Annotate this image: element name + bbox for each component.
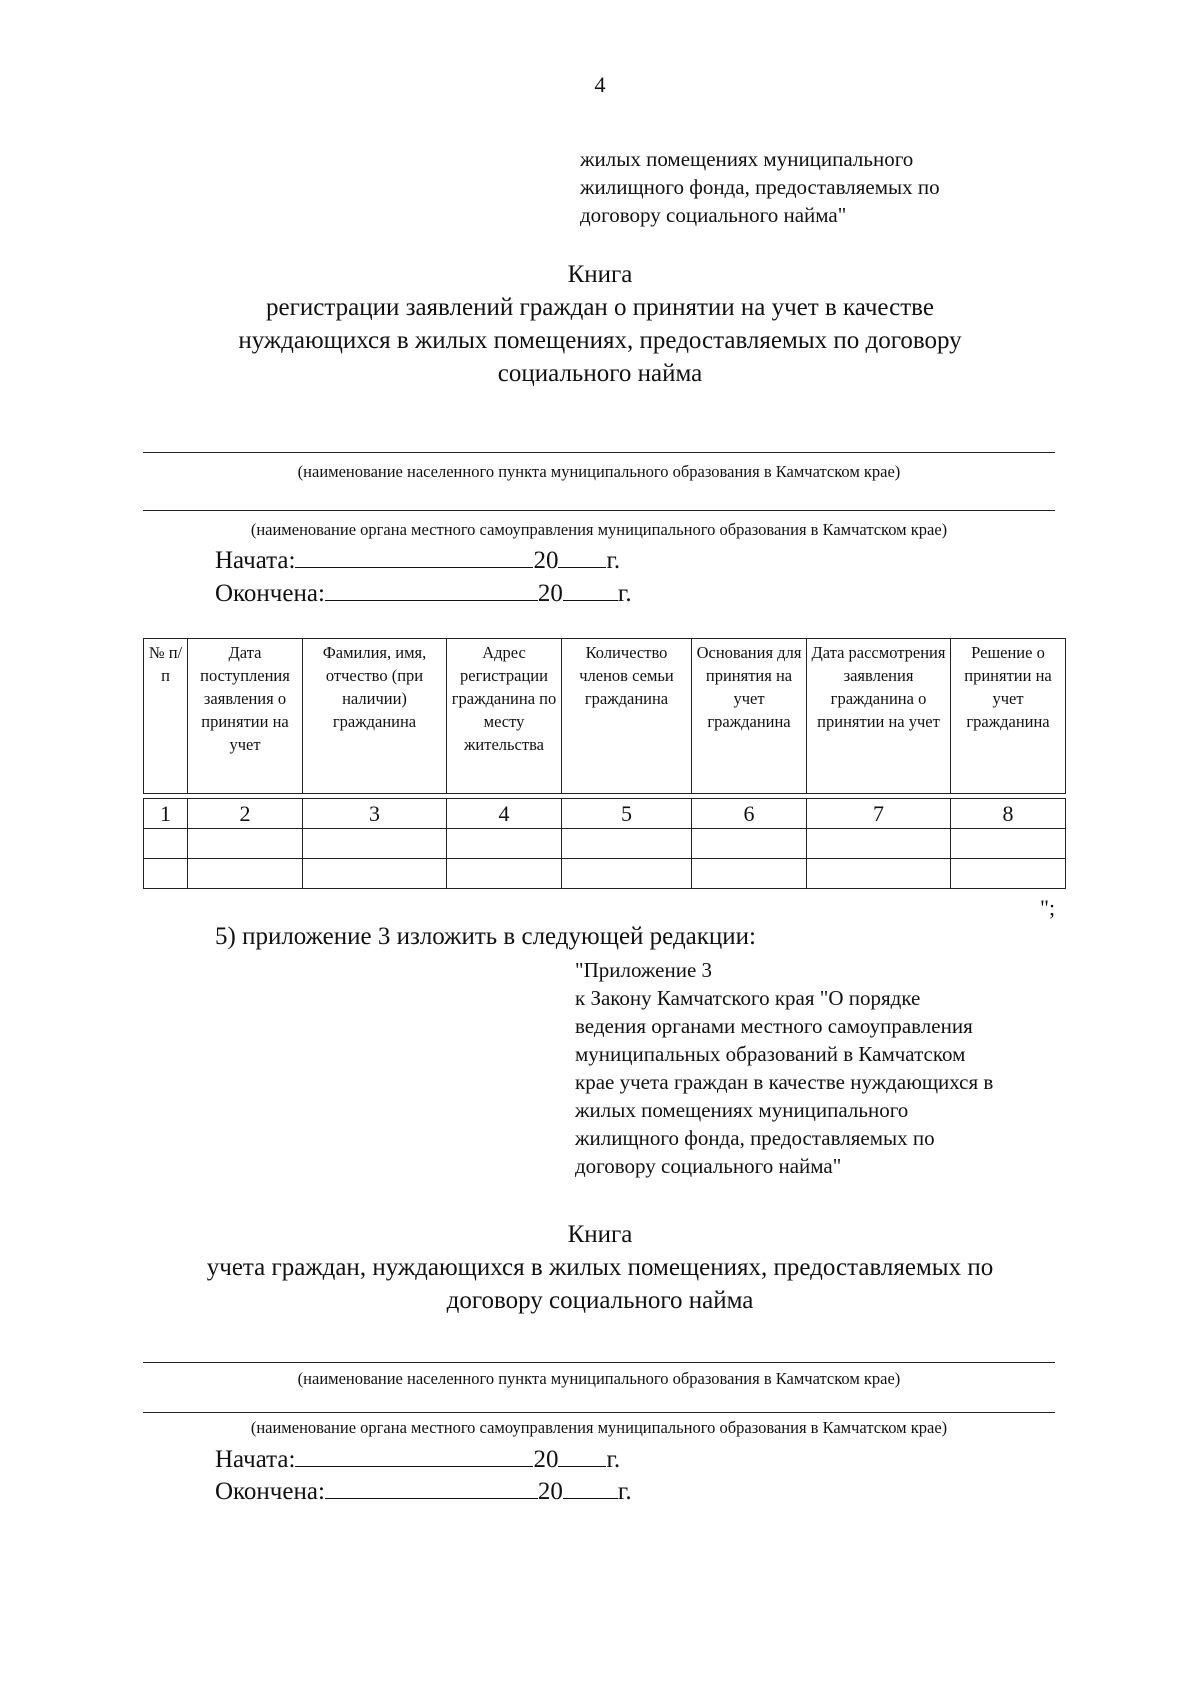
- book2-title-line: Книга: [567, 1221, 633, 1248]
- table-cell: [188, 829, 303, 859]
- started-year-blank: [558, 1444, 606, 1467]
- book2-settlement-rule: [143, 1362, 1055, 1363]
- registration-table-body: [143, 798, 1066, 889]
- column-number: 8: [951, 799, 1066, 829]
- table-cell: [951, 829, 1066, 859]
- table-cell: [562, 859, 692, 889]
- table-row: [144, 859, 1066, 889]
- table-cell: [144, 829, 188, 859]
- book2-title: [0, 1218, 1200, 1317]
- amendment-line: 5) приложение 3 изложить в следующей редакции:: [215, 923, 756, 950]
- header-cell-full-name: Фамилия, имя, отчество (при наличии) гражданина: [303, 639, 447, 794]
- started-label: Начата:: [215, 1446, 296, 1473]
- table-cell: [144, 859, 188, 889]
- table-cell: [562, 829, 692, 859]
- book2-started-line: [215, 1444, 620, 1475]
- appendix-line: договору социального найма": [575, 1154, 842, 1178]
- column-number: 4: [447, 799, 562, 829]
- appendix-line: жилищного фонда, предоставляемых по: [575, 1126, 935, 1150]
- book1-authority-rule: [143, 510, 1055, 511]
- started-date-blank: [295, 1444, 533, 1467]
- book2-authority-rule: [143, 1412, 1055, 1413]
- top-note-line: договору социального найма": [580, 203, 847, 227]
- ended-year-blank: [563, 1476, 618, 1499]
- header-cell-family-count: Количество членов семьи гражданина: [562, 639, 692, 794]
- started-date-blank: [295, 545, 533, 568]
- ended-year-blank: [563, 578, 618, 601]
- appendix-line: "Приложение 3: [575, 958, 713, 982]
- book1-authority-caption: (наименование органа местного самоуправления муниципального образования в Камчатском крае): [250, 520, 948, 539]
- book2-title-line: договору социального найма: [446, 1287, 754, 1314]
- book1-title: [0, 258, 1200, 390]
- book2-settlement-caption: (наименование населенного пункта муниципального образования в Камчатском крае): [297, 1369, 901, 1388]
- header-cell-decision: Решение о принятии на учет гражданина: [951, 639, 1066, 794]
- appendix-line: муниципальных образований в Камчатском: [575, 1042, 966, 1066]
- top-note-line: жилых помещениях муниципального: [580, 147, 914, 171]
- table-cell: [951, 859, 1066, 889]
- book2-authority-caption: (наименование органа местного самоуправления муниципального образования в Камчатском крае): [250, 1418, 948, 1437]
- table-cell: [807, 829, 951, 859]
- table-cell: [303, 829, 447, 859]
- book1-title-line: нуждающихся в жилых помещениях, предоставляемых по договору: [238, 327, 962, 354]
- appendix-line: крае учета граждан в качестве нуждающихся в: [575, 1070, 994, 1094]
- book1-ended-line: [215, 578, 632, 609]
- table-number-row: [144, 799, 1066, 829]
- book1-settlement-rule: [143, 452, 1055, 453]
- header-cell-date-received: Дата поступления заявления о принятии на учет: [188, 639, 303, 794]
- table-cell: [447, 829, 562, 859]
- header-cell-address: Адрес регистрации гражданина по месту жительства: [447, 639, 562, 794]
- table-cell: [807, 859, 951, 889]
- header-cell-grounds: Основания для принятия на учет гражданина: [692, 639, 807, 794]
- top-note-line: жилищного фонда, предоставляемых по: [580, 175, 940, 199]
- header-cell-review-date: Дата рассмотрения заявления гражданина о принятии на учет: [807, 639, 951, 794]
- column-number: 1: [144, 799, 188, 829]
- book1-title-line: регистрации заявлений граждан о принятии на учет в качестве: [266, 294, 934, 321]
- book2-title-line: учета граждан, нуждающихся в жилых помещениях, предоставляемых по: [206, 1254, 994, 1281]
- page-number: 4: [594, 72, 606, 97]
- closing-mark: ";: [1040, 895, 1056, 920]
- header-cell-number: № п/п: [144, 639, 188, 794]
- column-number: 6: [692, 799, 807, 829]
- table-cell: [692, 829, 807, 859]
- registration-table-header: [143, 638, 1066, 794]
- book1-started-line: [215, 545, 620, 576]
- column-number: 2: [188, 799, 303, 829]
- ended-label: Окончена:: [215, 580, 325, 607]
- book1-title-line: социального найма: [497, 360, 703, 387]
- year-suffix: г.: [617, 580, 632, 607]
- appendix-note: [575, 956, 993, 1180]
- ended-date-blank: [325, 1476, 538, 1499]
- year-prefix: 20: [533, 547, 559, 574]
- year-suffix: г.: [606, 1446, 621, 1473]
- table-cell: [188, 859, 303, 889]
- column-number: 5: [562, 799, 692, 829]
- appendix-line: жилых помещениях муниципального: [575, 1098, 909, 1122]
- book1-title-line: Книга: [567, 261, 633, 288]
- column-number: 7: [807, 799, 951, 829]
- year-prefix: 20: [533, 1446, 559, 1473]
- top-note: [580, 145, 940, 229]
- column-number: 3: [303, 799, 447, 829]
- appendix-line: к Закону Камчатского края "О порядке: [575, 986, 921, 1010]
- book2-ended-line: [215, 1476, 632, 1507]
- started-year-blank: [558, 545, 606, 568]
- ended-label: Окончена:: [215, 1478, 325, 1505]
- table-cell: [692, 859, 807, 889]
- year-suffix: г.: [606, 547, 621, 574]
- table-row: [144, 829, 1066, 859]
- appendix-line: ведения органами местного самоуправления: [575, 1014, 973, 1038]
- started-label: Начата:: [215, 547, 296, 574]
- ended-date-blank: [325, 578, 538, 601]
- table-cell: [447, 859, 562, 889]
- year-suffix: г.: [617, 1478, 632, 1505]
- year-prefix: 20: [537, 1478, 563, 1505]
- year-prefix: 20: [537, 580, 563, 607]
- book1-settlement-caption: (наименование населенного пункта муниципального образования в Камчатском крае): [297, 462, 901, 481]
- table-cell: [303, 859, 447, 889]
